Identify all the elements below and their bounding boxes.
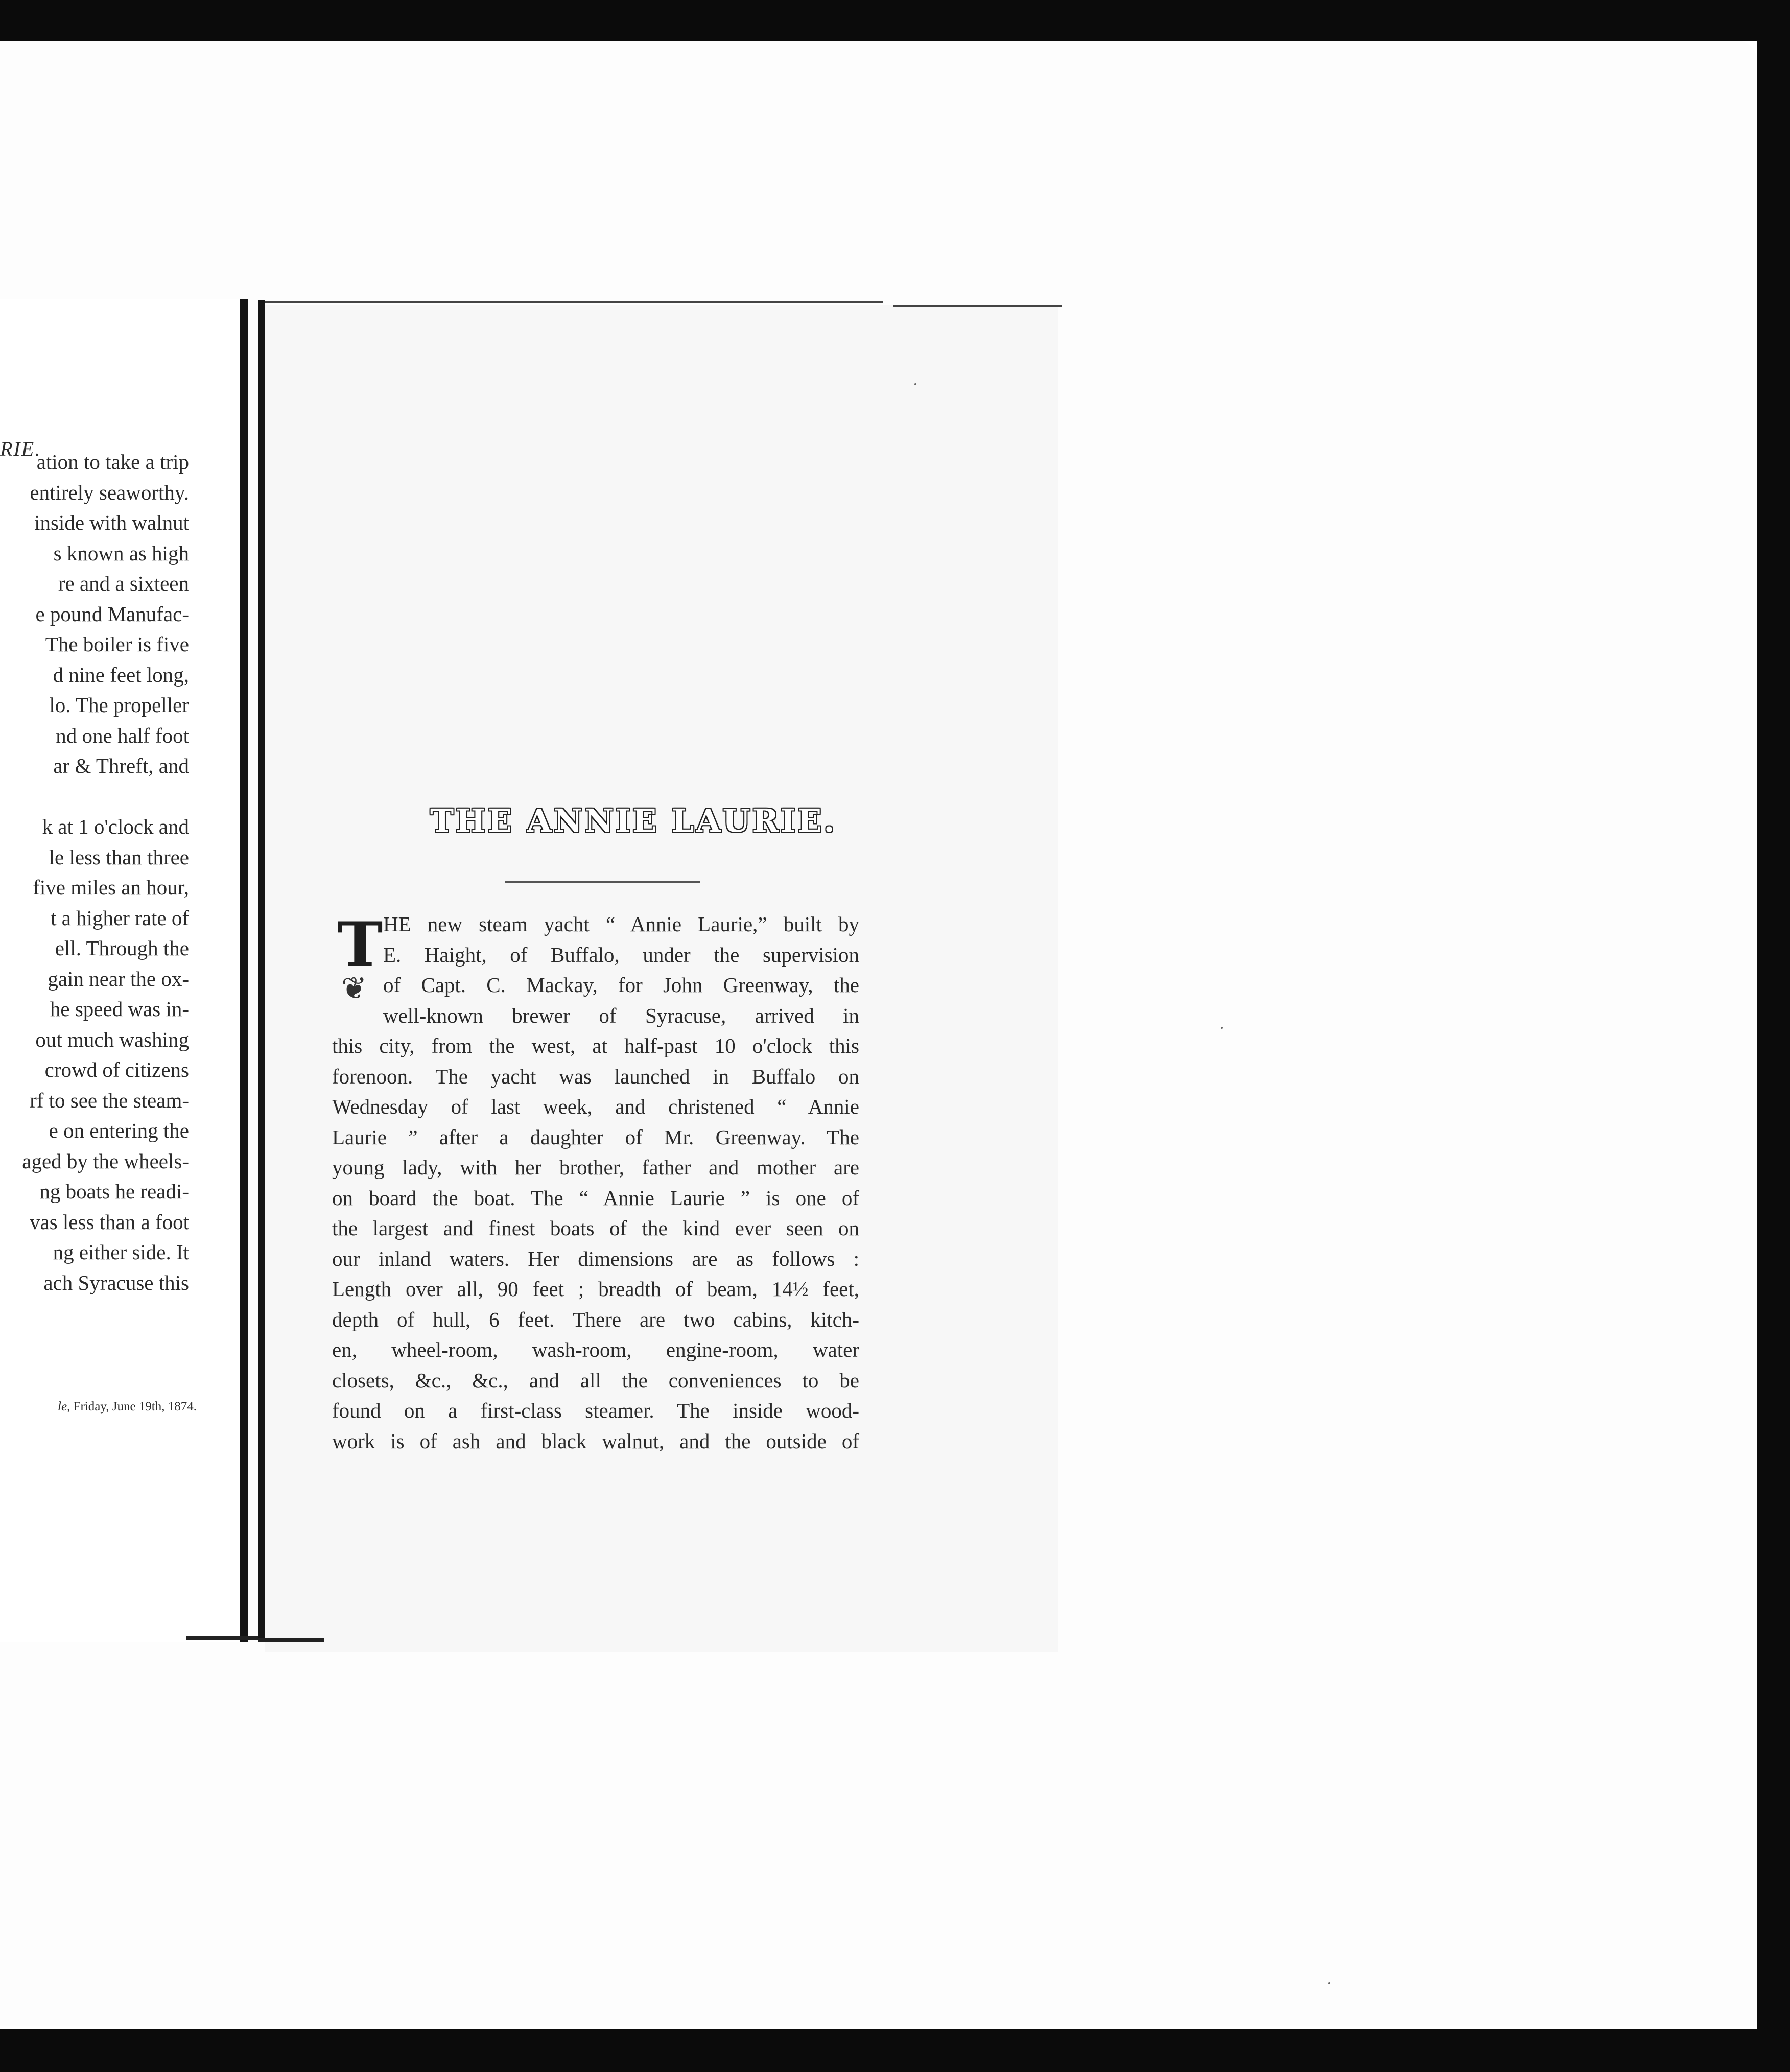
scan-speck <box>1328 1982 1330 1984</box>
left-text-line: nd one half foot <box>56 723 189 747</box>
left-text-line: inside with walnut <box>34 511 189 534</box>
left-text-line: out much washing <box>35 1027 189 1051</box>
left-text-line: le less than three <box>49 845 189 869</box>
left-text-line: re and a sixteen <box>58 572 189 595</box>
scan-border-right <box>1757 41 1790 2029</box>
page-spine <box>258 300 265 1642</box>
article-text-line: E. Haight, of Buffalo, under the supervision <box>383 943 859 967</box>
scan-speck <box>1221 1027 1223 1029</box>
left-text-line: lo. The propeller <box>49 693 189 717</box>
left-text-column <box>0 447 189 1315</box>
article-text-line: of Capt. C. Mackay, for John Greenway, the <box>383 973 859 997</box>
top-rule-right <box>893 305 1062 307</box>
article-text-line: this city, from the west, at half-past 10 o'clock this <box>332 1034 859 1057</box>
left-text-line: crowd of citizens <box>44 1058 189 1081</box>
article-text-line: young lady, with her brother, father and mother are <box>332 1156 859 1179</box>
left-text-line: s known as high <box>53 541 189 565</box>
scan-border-top <box>0 0 1790 30</box>
left-text-line: ach Syracuse this <box>43 1270 189 1294</box>
article-text-line: found on a first-class steamer. The inside wood- <box>332 1399 859 1422</box>
left-text-line: entirely seaworthy. <box>30 480 189 504</box>
left-citation <box>0 1400 197 1414</box>
article-text-line: Laurie ” after a daughter of Mr. Greenway. The <box>332 1125 859 1149</box>
top-rule <box>265 301 883 303</box>
left-citation-italic: le, <box>58 1400 70 1414</box>
scan-border-top-inner <box>0 30 1790 41</box>
left-text-line: The boiler is five <box>45 632 189 656</box>
left-text-line: ar & Threft, and <box>53 754 189 778</box>
scan-border-bottom <box>0 2029 1790 2072</box>
left-text-line: e pound Manufac- <box>35 602 189 626</box>
left-text-line: t a higher rate of <box>51 906 189 930</box>
left-facing-page <box>0 299 248 1642</box>
drop-cap: T <box>337 909 383 981</box>
article-text-line: the largest and finest boats of the kind ever seen on <box>332 1216 859 1240</box>
article-text-line: forenoon. The yacht was launched in Buffalo on <box>332 1064 859 1088</box>
left-text-line: ell. Through the <box>55 936 189 960</box>
article-text-line: Wednesday of last week, and christened “ Annie <box>332 1095 859 1118</box>
left-text-line: d nine feet long, <box>53 663 189 687</box>
article-title: THE ANNIE LAURIE. <box>430 802 837 839</box>
left-text-line <box>0 782 189 812</box>
left-text-line: ation to take a trip <box>36 450 189 474</box>
left-text-line: rf to see the steam- <box>30 1088 189 1112</box>
article-text-line: work is of ash and black walnut, and the outside of <box>332 1429 859 1453</box>
article-text-line: depth of hull, 6 feet. There are two cabins, kitch- <box>332 1307 859 1331</box>
left-text-line: ng either side. It <box>53 1240 189 1264</box>
left-text-line: aged by the wheels- <box>22 1149 189 1173</box>
left-text-line: k at 1 o'clock and <box>42 815 189 838</box>
article-text-line: well-known brewer of Syracuse, arrived in <box>383 1003 859 1027</box>
left-text-line: e on entering the <box>49 1119 189 1142</box>
left-text-line: vas less than a foot <box>30 1210 189 1234</box>
main-bottom-rule <box>258 1638 324 1642</box>
title-divider <box>505 881 700 883</box>
article-text-line: closets, &c., &c., and all the conveniences to be <box>332 1368 859 1392</box>
scan-speck <box>914 383 916 385</box>
left-text-line: he speed was in- <box>50 997 189 1021</box>
article-body <box>332 909 859 1456</box>
article-text-line: en, wheel-room, wash-room, engine-room, water <box>332 1338 859 1361</box>
article-text-line: Length over all, 90 feet ; breadth of beam, 14½ feet, <box>332 1277 859 1301</box>
drop-cap-ornament-icon: ❦ <box>341 972 367 1005</box>
article-text-line: our inland waters. Her dimensions are as follows : <box>332 1246 859 1270</box>
article-text-line: on board the boat. The “ Annie Laurie ” is one of <box>332 1186 859 1210</box>
left-text-line: five miles an hour, <box>33 876 189 899</box>
left-citation-date: Friday, June 19th, 1874. <box>70 1400 197 1414</box>
left-text-line: gain near the ox- <box>48 967 189 991</box>
left-text-line: ng boats he readi- <box>39 1180 189 1203</box>
article-text-line: HE new steam yacht “ Annie Laurie,” built by <box>383 912 859 936</box>
left-running-head: RIE. <box>0 437 41 460</box>
